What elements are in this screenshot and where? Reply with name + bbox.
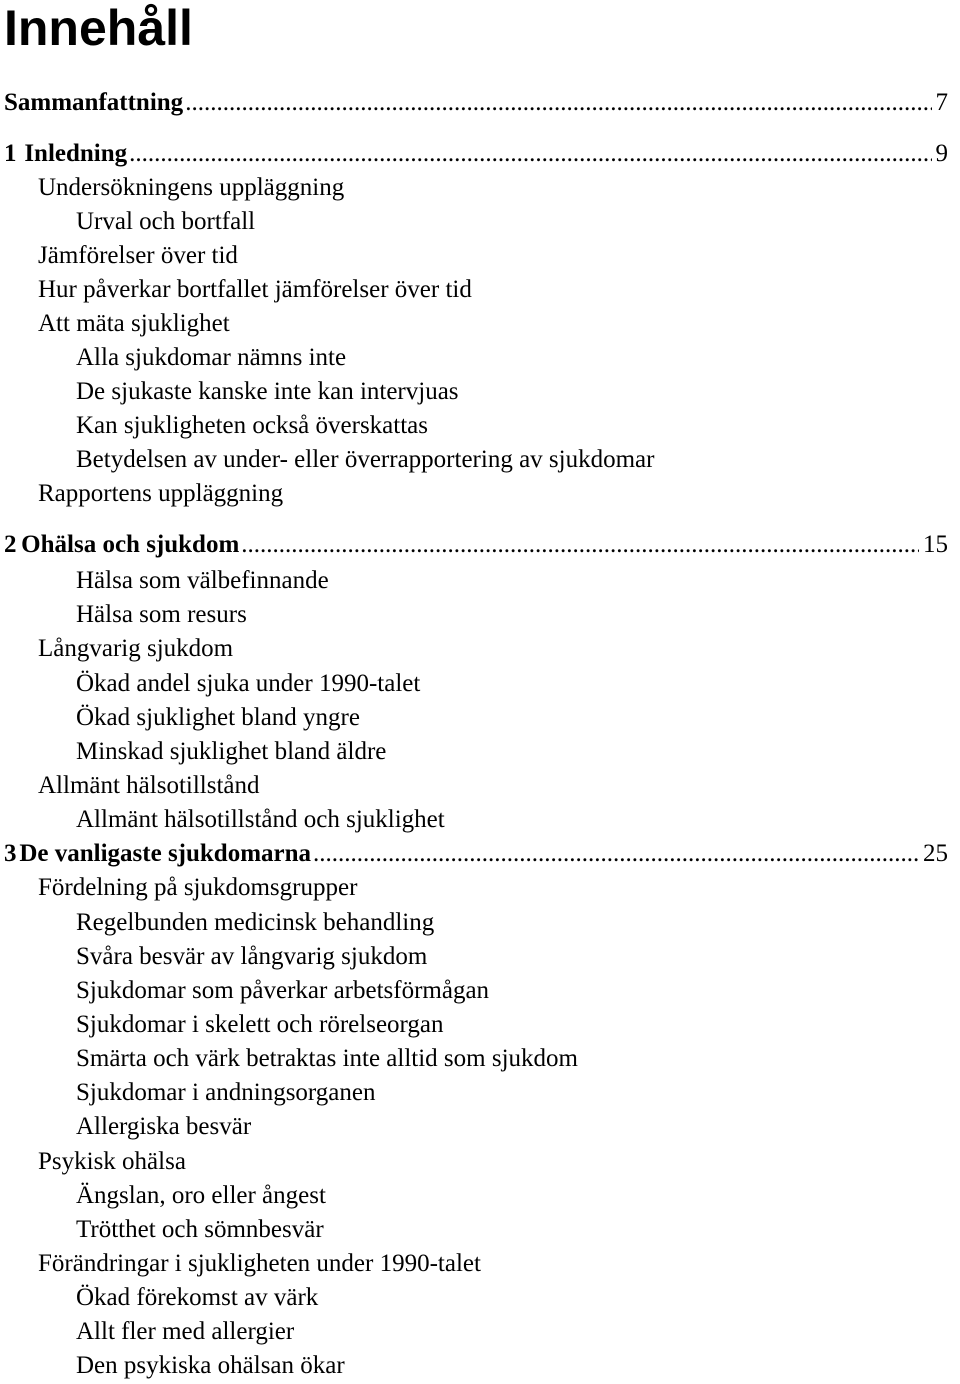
toc-section[interactable]: Psykisk ohälsa bbox=[38, 1148, 186, 1175]
page-title: Innehåll bbox=[4, 0, 193, 56]
toc-section[interactable]: Allmänt hälsotillstånd bbox=[38, 772, 260, 799]
toc-subsection[interactable]: Kan sjukligheten också överskattas bbox=[76, 412, 428, 439]
chapter-title: Ohälsa och sjukdom bbox=[21, 531, 240, 558]
chapter-number: 2 bbox=[4, 531, 17, 558]
toc-subsection[interactable]: Urval och bortfall bbox=[76, 208, 256, 235]
toc-subsection[interactable]: Ökad andel sjuka under 1990-talet bbox=[76, 670, 421, 697]
toc-subsection[interactable]: Sjukdomar som påverkar arbetsförmågan bbox=[76, 977, 490, 1004]
toc-page-number: 9 bbox=[935, 140, 948, 167]
toc-subsection[interactable]: Ökad sjuklighet bland yngre bbox=[76, 704, 360, 731]
toc-section[interactable]: Långvarig sjukdom bbox=[38, 635, 234, 662]
toc-subsection[interactable]: Allmänt hälsotillstånd och sjuklighet bbox=[76, 806, 445, 833]
toc-subsection[interactable]: Trötthet och sömnbesvär bbox=[76, 1216, 324, 1243]
toc-chapter-2[interactable] bbox=[0, 528, 948, 562]
toc-section[interactable]: Att mäta sjuklighet bbox=[38, 310, 230, 337]
toc-subsection[interactable]: Den psykiska ohälsan ökar bbox=[76, 1352, 345, 1379]
toc-subsection[interactable]: Hälsa som välbefinnande bbox=[76, 567, 329, 594]
toc-subsection[interactable]: Minskad sjuklighet bland äldre bbox=[76, 738, 387, 765]
toc-section[interactable]: Undersökningens uppläggning bbox=[38, 174, 345, 201]
toc-subsection[interactable]: Allergiska besvär bbox=[76, 1113, 252, 1140]
toc-section[interactable]: Hur påverkar bortfallet jämförelser över tid bbox=[38, 276, 472, 303]
toc-section[interactable]: Jämförelser över tid bbox=[38, 242, 238, 269]
toc-entry-sammanfattning[interactable] bbox=[4, 86, 948, 120]
toc-subsection[interactable]: Allt fler med allergier bbox=[76, 1318, 295, 1345]
chapter-number: 3 bbox=[4, 840, 17, 867]
toc-subsection[interactable]: Sjukdomar i skelett och rörelseorgan bbox=[76, 1011, 444, 1038]
toc-subsection[interactable]: Sjukdomar i andningsorganen bbox=[76, 1079, 376, 1106]
toc-page-number: 7 bbox=[935, 89, 948, 116]
toc-subsection[interactable]: Hälsa som resurs bbox=[76, 601, 247, 628]
toc-section[interactable]: Rapportens uppläggning bbox=[38, 480, 284, 507]
toc-subsection[interactable]: Smärta och värk betraktas inte alltid som sjukdom bbox=[76, 1045, 578, 1072]
toc-page-number: 15 bbox=[923, 531, 948, 558]
toc-leader-dots bbox=[185, 86, 931, 120]
toc-leader-dots bbox=[313, 837, 919, 871]
toc-entry-label: Sammanfattning bbox=[4, 89, 184, 116]
toc-subsection[interactable]: Ängslan, oro eller ångest bbox=[76, 1182, 326, 1209]
chapter-title: De vanligaste sjukdomarna bbox=[19, 840, 312, 867]
toc-leader-dots bbox=[241, 528, 919, 562]
chapter-number: 1 bbox=[4, 140, 17, 167]
toc-chapter-3[interactable] bbox=[0, 837, 948, 871]
chapter-title: Inledning bbox=[24, 140, 128, 167]
toc-section[interactable]: Förändringar i sjukligheten under 1990-talet bbox=[38, 1250, 481, 1277]
toc-leader-dots bbox=[129, 137, 931, 171]
toc-subsection[interactable]: Ökad förekomst av värk bbox=[76, 1284, 319, 1311]
toc-subsection[interactable]: Regelbunden medicinsk behandling bbox=[76, 909, 435, 936]
toc-page-number: 25 bbox=[923, 840, 948, 867]
toc-section[interactable]: Fördelning på sjukdomsgrupper bbox=[38, 874, 358, 901]
toc-subsection[interactable]: Alla sjukdomar nämns inte bbox=[76, 344, 347, 371]
toc-subsection[interactable]: De sjukaste kanske inte kan intervjuas bbox=[76, 378, 459, 405]
toc-subsection[interactable]: Svåra besvär av långvarig sjukdom bbox=[76, 943, 428, 970]
toc-subsection[interactable]: Betydelsen av under- eller överrapportering av sjukdomar bbox=[76, 446, 655, 473]
toc-chapter-1[interactable] bbox=[0, 137, 948, 171]
